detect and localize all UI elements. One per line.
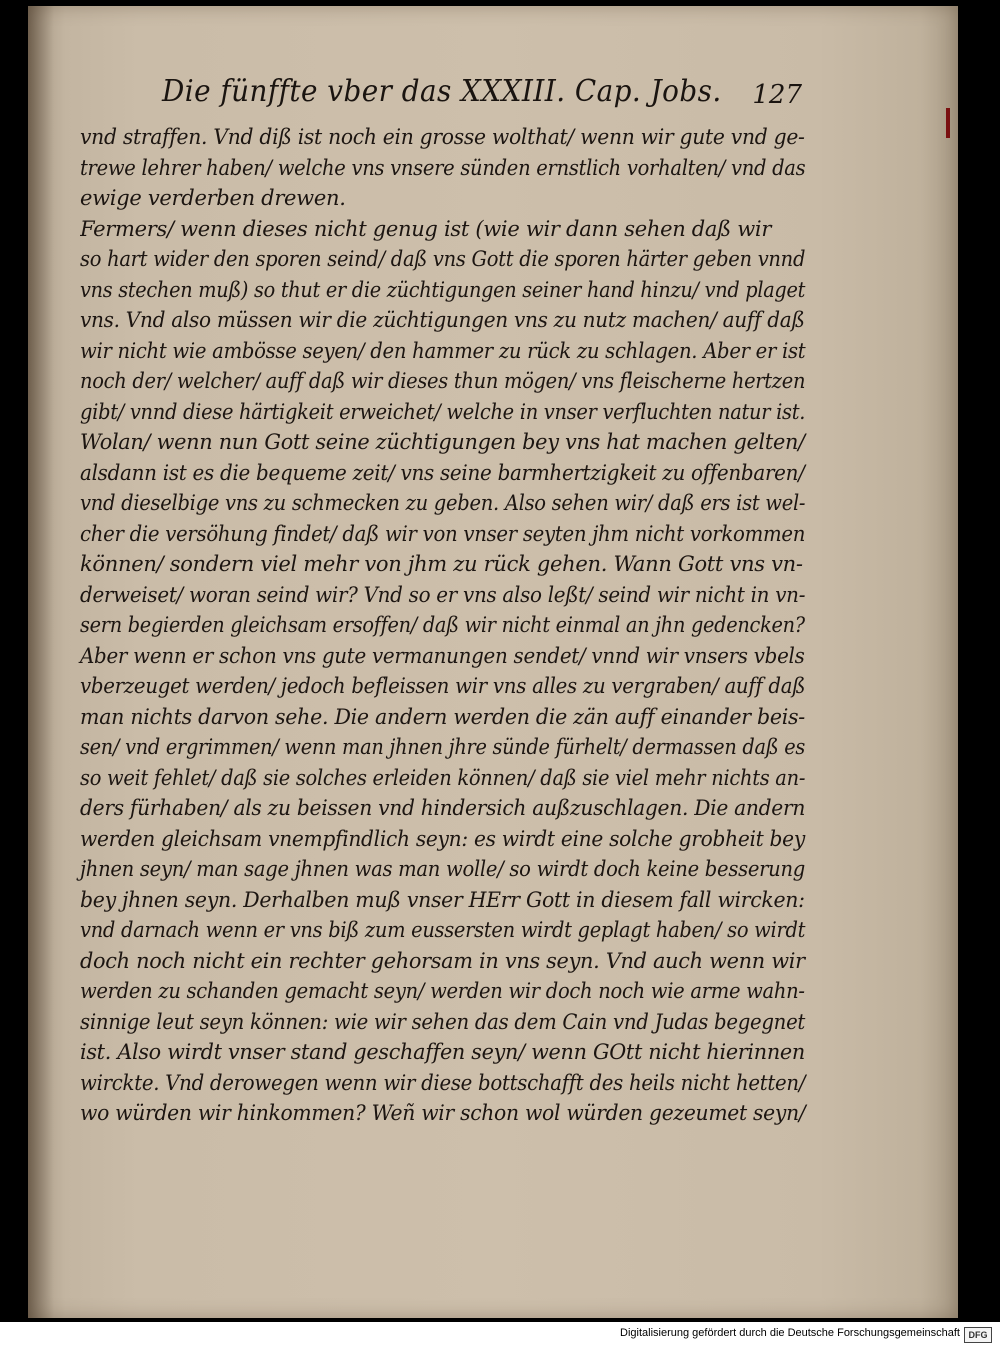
- page-number: 127: [752, 80, 802, 110]
- text-line: bey jhnen seyn. Derhalben muß vnser HErr Gott in diesem fall wircken:: [80, 887, 805, 912]
- footer-bar: [0, 1322, 1000, 1348]
- text-line: so weit fehlet/ daß sie solches erleiden können/ daß sie viel mehr nichts an-: [80, 765, 806, 790]
- text-line: man nichts darvon sehe. Die andern werden die zän auff einander beis-: [80, 704, 805, 729]
- text-line: sern begierden gleichsam ersoffen/ daß wir nicht einmal an jhn gedencken?: [80, 613, 805, 637]
- text-line: vnd dieselbige vns zu schmecken zu geben. Also sehen wir/ daß ers ist wel-: [80, 491, 806, 515]
- text-line: werden gleichsam vnempfindlich seyn: es wirdt eine solche grobheit bey: [80, 826, 805, 851]
- text-line: können/ sondern viel mehr von jhm zu rück gehen. Wann Gott vns vn-: [80, 552, 803, 576]
- funding-credit: Digitalisierung gefördert durch die Deutsche Forschungsgemeinschaft: [620, 1327, 960, 1339]
- text-line: Wolan/ wenn nun Gott seine züchtigungen bey vns hat machen gelten/: [80, 430, 805, 454]
- dfg-logo-icon: DFG: [964, 1327, 992, 1343]
- text-line: Fermers/ wenn dieses nicht genug ist (wie wir dann sehen daß wir: [80, 216, 772, 241]
- text-line: trewe lehrer haben/ welche vns vnsere sünden ernstlich vorhalten/ vnd das: [80, 155, 806, 180]
- text-line: ewige verderben drewen.: [80, 186, 346, 210]
- text-line: cher die versöhung findet/ daß wir von vnser seyten jhm nicht vorkommen: [80, 521, 806, 546]
- text-line: wo würden wir hinkommen? Weñ wir schon wol würden gezeumet seyn/: [80, 1101, 806, 1125]
- text-line: vns. Vnd also müssen wir die züchtigungen vns zu nutz machen/ auff daß: [80, 308, 805, 332]
- text-line: vnd straffen. Vnd diß ist noch ein grosse wolthat/ wenn wir gute vnd ge-: [80, 125, 805, 149]
- text-line: derweiset/ woran seind wir? Vnd so er vns also leßt/ seind wir nicht in vn-: [80, 582, 806, 607]
- text-line: wir nicht wie ambösse seyen/ den hammer zu rück zu schlagen. Aber er ist: [80, 338, 806, 363]
- text-line: ist. Also wirdt vnser stand geschaffen seyn/ wenn GOtt nicht hierinnen: [80, 1040, 805, 1064]
- text-line: vns stechen muß) so thut er die züchtigungen seiner hand hinzu/ vnd plaget: [80, 277, 806, 302]
- text-line: ders fürhaben/ als zu beissen vnd hindersich außzuschlagen. Die andern: [80, 796, 806, 820]
- text-line: sinnige leut seyn können: wie wir sehen das dem Cain vnd Judas begegnet: [80, 1009, 806, 1034]
- gutter-shadow: [28, 6, 54, 1318]
- running-head: [162, 66, 802, 116]
- text-line: vberzeuget werden/ jedoch befleissen wir vns alles zu vergraben/ auff daß: [80, 674, 806, 698]
- body-text: [80, 122, 810, 1129]
- text-line: werden zu schanden gemacht seyn/ werden wir doch noch wie arme wahn-: [80, 979, 805, 1003]
- text-line: noch der/ welcher/ auff daß wir dieses thun mögen/ vns fleischerne hertzen: [80, 369, 806, 393]
- text-line: doch noch nicht ein rechter gehorsam in vns seyn. Vnd auch wenn wir: [80, 948, 805, 973]
- edge-marker: [946, 108, 950, 138]
- text-line: sen/ vnd ergrimmen/ wenn man jhnen jhre sünde fürhelt/ dermassen daß es: [80, 735, 806, 759]
- text-line: wirckte. Vnd derowegen wenn wir diese bottschafft des heils nicht hetten/: [80, 1070, 806, 1095]
- text-line: jhnen seyn/ man sage jhnen was man wolle/ so wirdt doch keine besserung: [80, 857, 806, 881]
- text-line: alsdann ist es die bequeme zeit/ vns seine barmhertzigkeit zu offenbaren/: [80, 460, 805, 485]
- text-line: Aber wenn er schon vns gute vermanungen sendet/ vnnd wir vnsers vbels: [80, 643, 805, 668]
- text-line: vnd darnach wenn er vns biß zum eussersten wirdt geplagt haben/ so wirdt: [80, 918, 806, 942]
- running-head-title: Die fünffte vber das XXXIII. Cap. Jobs.: [162, 74, 722, 109]
- text-line: gibt/ vnnd diese härtigkeit erweichet/ welche in vnser verfluchten natur ist.: [80, 399, 806, 424]
- text-line: so hart wider den sporen seind/ daß vns Gott die sporen härter geben vnnd: [80, 247, 806, 271]
